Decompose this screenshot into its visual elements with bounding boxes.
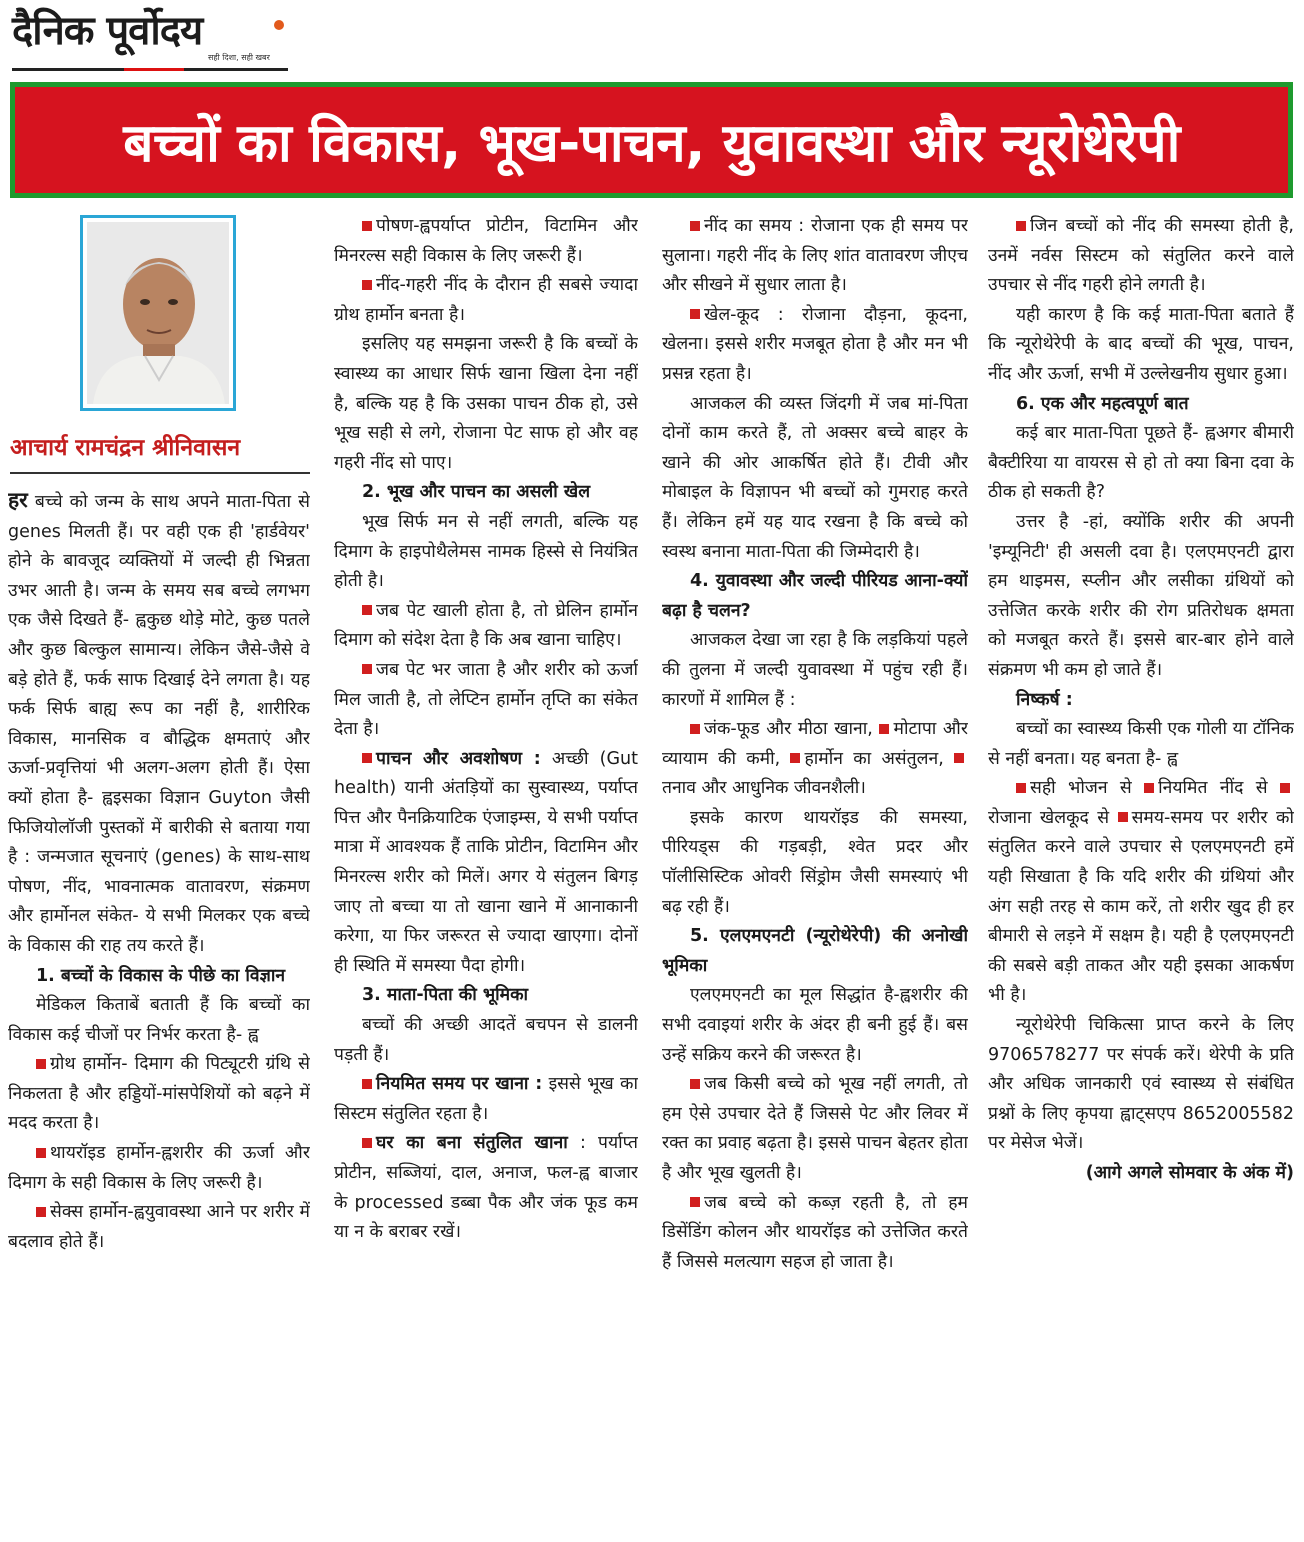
bullet-icon bbox=[362, 1138, 372, 1148]
bullet-icon bbox=[690, 1197, 700, 1207]
list-item-text: मोटापा और व्यायाम की कमी, bbox=[662, 719, 968, 769]
section-5-heading: 5. एलएमएनटी (न्यूरोथेरेपी) की अनोखी भूमिका bbox=[662, 926, 968, 976]
contact-paragraph: न्यूरोथेरेपी चिकित्सा प्राप्त करने के लिए 9706578277 पर संपर्क करें। थेरेपी के प्रति और अधिक जानकारी एवं स्वास्थ्य से संबंधित प्रश्नों के लिए कृपया ह्वाट्सएप 8652005582 पर मेसेज भेजें। bbox=[988, 1015, 1294, 1154]
list-item-text: जिन बच्चों को नींद की समस्या होती है, उनमें नर्वस सिस्टम को संतुलित करने वाले उपचार से नींद गहरी होने लगती है। bbox=[988, 216, 1294, 296]
list-item-text: जब बच्चे को कब्ज़ रहती है, तो हम डिसेंडिंग कोलन और थायरॉइड को उत्तेजित करते हैं जिससे मलत्याग सहज हो जाता है। bbox=[662, 1192, 968, 1272]
list-item bbox=[8, 1050, 310, 1139]
conclusion-paragraph: बच्चों का स्वास्थ्य किसी एक गोली या टॉनिक से नहीं बनता। यह बनता है- ह्व bbox=[988, 719, 1294, 769]
causes-list bbox=[662, 715, 968, 804]
article-column-3 bbox=[662, 212, 968, 1530]
intro-text: बच्चे को जन्म के साथ अपने माता-पिता से genes मिलती हैं। पर वही एक ही 'हार्डवेयर' होने के बावजूद व्यक्तियों में जल्दी ही भिन्नता उभर आती है। जन्म के समय सब बच्चे लगभग एक जैसे दिखते हैं- ह्वकुछ थोड़े मोटे, कुछ पतले और कुछ बिल्कुल सामान्य। लेकिन जैसे-जैसे वे बड़े होते हैं, फर्क साफ दिखाई देने लगता है। यह फर्क सिर्फ बाह्य रूप का नहीं है, शारीरिक विकास, मानसिक व बौद्धिक क्षमताएं और ऊर्जा-प्रवृत्तियां भी अलग-अलग होती हैं। ऐसा क्यों होता है- ह्वइसका विज्ञान Guyton जैसी फिजियोलॉजी पुस्तकों में बारीकी से बताया गया है : जन्मजात सूचनाएं (genes) के साथ-साथ पोषण, नींद, भावनात्मक वातावरण, संक्रमण और हार्मोनल संकेत- ये सभी मिलकर एक बच्चे के विकास की राह तय करते हैं। bbox=[8, 492, 310, 956]
item-text: इससे भूख का सिस्टम संतुलित रहता है। bbox=[334, 1074, 638, 1124]
masthead-logo: दैनिक पूर्वोदय bbox=[12, 8, 203, 54]
masthead-logo-dot bbox=[274, 20, 284, 30]
list-item-text: नींद-गहरी नींद के दौरान ही सबसे ज्यादा ग्रोथ हार्मोन बनता है। bbox=[334, 275, 638, 325]
list-item-text: जब पेट भर जाता है और शरीर को ऊर्जा मिल जाती है, तो लेप्टिन हार्मोन तृप्ति का संकेत देता है। bbox=[334, 659, 638, 740]
bullet-icon bbox=[1280, 783, 1290, 793]
bullet-icon bbox=[36, 1207, 46, 1217]
section-2-paragraph: भूख सिर्फ मन से नहीं लगती, बल्कि यह दिमाग के हाइपोथैलेमस नामक हिस्से से नियंत्रित होती है। bbox=[334, 511, 638, 592]
item-title: नियमित समय पर खाना : bbox=[376, 1074, 543, 1095]
list-item-text: नियमित नींद से bbox=[1158, 778, 1268, 799]
list-item-text: सही भोजन से bbox=[1030, 778, 1132, 799]
bullet-icon bbox=[36, 1148, 46, 1158]
bullet-icon bbox=[790, 753, 800, 763]
bullet-icon bbox=[362, 280, 372, 290]
intro-dropcap: हर bbox=[8, 488, 28, 512]
list-item bbox=[662, 301, 968, 390]
list-item bbox=[662, 1189, 968, 1278]
section-4-paragraph: आजकल देखा जा रहा है कि लड़कियां पहले की तुलना में जल्दी युवावस्था में पहुंच रही हैं। कारणों में शामिल हैं : bbox=[662, 630, 968, 710]
list-item bbox=[334, 656, 638, 745]
list-item bbox=[988, 212, 1294, 301]
section-6-paragraph-2: उत्तर है -हां, क्योंकि शरीर की अपनी 'इम्यूनिटी' ही असली दवा है। एलएमएनटी द्वारा हम थाइमस, स्प्लीन और लसीका ग्रंथियों को उत्तेजित करके शरीर की रोग प्रतिरोधक क्षमता को मजबूत करते हैं। इससे बार-बार होने वाले संक्रमण भी कम हो जाते हैं। bbox=[988, 511, 1294, 680]
masthead bbox=[12, 6, 288, 72]
bullet-icon bbox=[690, 221, 700, 231]
bullet-icon bbox=[36, 1059, 46, 1069]
bullet-icon bbox=[690, 309, 700, 319]
list-item bbox=[334, 1070, 638, 1129]
section-3-closing: आजकल की व्यस्त जिंदगी में जब मां-पिता दोनों काम करते हैं, तो अक्सर बच्चे बाहर के खाने की ओर आकर्षित होते हैं। टीवी और मोबाइल के विज्ञापन भी बच्चों को गुमराह करते हैं। लेकिन हमें यह याद रखना है कि बच्चे को स्वस्थ बनाना माता-पिता की जिम्मेदारी है। bbox=[662, 393, 968, 562]
item-title: घर का बना संतुलित खाना bbox=[376, 1133, 568, 1154]
list-item-text: हार्मोन का असंतुलन, bbox=[804, 748, 944, 769]
section-6-heading: 6. एक और महत्वपूर्ण बात bbox=[1016, 393, 1189, 414]
section-5-closing: यही कारण है कि कई माता-पिता बताते हैं कि न्यूरोथेरेपी के बाद बच्चों की भूख, पाचन, नींद और ऊर्जा, सभी में उल्लेखनीय सुधार हुआ। bbox=[988, 304, 1294, 384]
list-item-text: पोषण-ह्वपर्याप्त प्रोटीन, विटामिन और मिनरल्स सही विकास के लिए जरूरी हैं। bbox=[334, 216, 638, 266]
list-item-text: ग्रोथ हार्मोन- दिमाग की पिट्यूटरी ग्रंथि से निकलता है और हड्डियों-मांसपेशियों को बढ़ने में मदद करता है। bbox=[8, 1054, 310, 1134]
bullet-icon bbox=[362, 221, 372, 231]
masthead-accent-rule bbox=[124, 68, 184, 71]
bullet-icon bbox=[362, 605, 372, 615]
article-column-2 bbox=[334, 212, 638, 1530]
list-item bbox=[8, 1198, 310, 1257]
list-item-text: जंक-फूड और मीठा खाना, bbox=[704, 719, 873, 740]
bullet-icon bbox=[362, 753, 372, 763]
section-6-paragraph-1: कई बार माता-पिता पूछते हैं- ह्वअगर बीमारी बैक्टीरिया या वायरस से हो तो क्या बिना दवा के ठीक हो सकती है? bbox=[988, 423, 1294, 503]
list-item bbox=[662, 1070, 968, 1188]
author-portrait-image bbox=[87, 222, 229, 404]
list-item bbox=[334, 212, 638, 271]
item-text: : पर्याप्त प्रोटीन, सब्जियां, दाल, अनाज, फल-ह्व बाजार के processed डब्बा पैक और जंक फूड कम या न के बराबर रखें। bbox=[334, 1133, 638, 1243]
continued-note: (आगे अगले सोमवार के अंक में) bbox=[1085, 1163, 1294, 1183]
section-3-heading: 3. माता-पिता की भूमिका bbox=[362, 985, 529, 1006]
conclusion-list bbox=[988, 774, 1294, 1011]
author-photo bbox=[87, 222, 229, 404]
digestion-text: अच्छी (Gut health) यानी अंतड़ियों का सुस्वास्थ्य, पर्याप्त पित्त और पैनक्रियाटिक एंजाइम्स, ये सभी पर्याप्त मात्रा में आवश्यक हैं ताकि प्रोटीन, विटामिन और मिनरल्स शरीर को मिलें। अगर ये संतुलन बिगड़ जाए तो बच्चा या तो खाना खाने में आनाकानी करेगा, या फिर जरूरत से ज्यादा खाएगा। दोनों ही स्थिति में समस्या पैदा होगी। bbox=[334, 748, 638, 976]
list-item-text: तनाव और आधुनिक जीवनशैली। bbox=[662, 778, 866, 799]
list-item-text: सेक्स हार्मोन-ह्वयुवावस्था आने पर शरीर में बदलाव होते हैं। bbox=[8, 1202, 310, 1252]
list-item-text: नींद का समय : रोजाना एक ही समय पर सुलाना। गहरी नींद के लिए शांत वातावरण जीएच और सीखने में सुधार लाता है। bbox=[662, 216, 968, 296]
list-item bbox=[662, 212, 968, 301]
byline-rule bbox=[10, 472, 310, 474]
bullet-icon bbox=[1144, 783, 1154, 793]
section-4-closing: इसके कारण थायरॉइड की समस्या, पीरियड्स की गड़बड़ी, श्वेत प्रदर और पॉलीसिस्टिक ओवरी सिंड्रोम जैसी समस्याएं भी बढ़ रही हैं। bbox=[662, 807, 968, 917]
intro-paragraph bbox=[8, 486, 310, 962]
author-photo-frame bbox=[80, 215, 236, 411]
headline-banner bbox=[10, 82, 1293, 198]
article-headline: बच्चों का विकास, भूख-पाचन, युवावस्था और न्यूरोथेरेपी bbox=[123, 112, 1180, 174]
list-item bbox=[334, 745, 638, 982]
article-column-4 bbox=[988, 212, 1294, 1530]
section-4-heading: 4. युवावस्था और जल्दी पीरियड आना-क्यों बढ़ा है चलन? bbox=[662, 571, 968, 621]
bullet-icon bbox=[1118, 812, 1128, 822]
list-item-text: जब किसी बच्चे को भूख नहीं लगती, तो हम ऐसे उपचार देते हैं जिससे पेट और लिवर में रक्त का प्रवाह बढ़ता है। इससे पाचन बेहतर होता है और भूख खुलती है। bbox=[662, 1074, 968, 1183]
list-item bbox=[334, 1129, 638, 1247]
bullet-icon bbox=[954, 753, 964, 763]
bullet-icon bbox=[1016, 783, 1026, 793]
bullet-icon bbox=[690, 1079, 700, 1089]
bullet-icon bbox=[362, 1079, 372, 1089]
section-2-heading: 2. भूख और पाचन का असली खेल bbox=[362, 482, 591, 503]
list-item-text: समय-समय पर शरीर को संतुलित करने वाले उपचार से एलएमएनटी हमें यही सिखाता है कि यदि शरीर की ग्रंथियां और अंग सही तरह से काम करें, तो शरीर खुद ही हर बीमारी से लड़ने में सक्षम है। यही है एलएमएनटी की सबसे बड़ी ताकत और यही इसका आकर्षण भी है। bbox=[988, 807, 1294, 1006]
bullet-icon bbox=[362, 664, 372, 674]
list-item bbox=[334, 597, 638, 656]
conclusion-heading: निष्कर्ष : bbox=[1016, 689, 1073, 710]
list-item bbox=[8, 1139, 310, 1198]
section-1-heading: 1. बच्चों के विकास के पीछे का विज्ञान bbox=[36, 965, 286, 986]
list-item-text: रोजाना खेलकूद से bbox=[988, 807, 1110, 828]
bullet-icon bbox=[690, 724, 700, 734]
masthead-tagline: सही दिशा, सही खबर bbox=[208, 53, 270, 62]
bullet-icon bbox=[1016, 221, 1026, 231]
section-1-closing: इसलिए यह समझना जरूरी है कि बच्चों के स्वास्थ्य का आधार सिर्फ खाना खिला देना नहीं है, बल्कि यह है कि उसका पाचन ठीक हो, उसे भूख सही से लगे, रोजाना पेट साफ हो और वह गहरी नींद सो पाए। bbox=[334, 334, 638, 473]
list-item-text: जब पेट खाली होता है, तो घ्रेलिन हार्मोन दिमाग को संदेश देता है कि अब खाना चाहिए। bbox=[334, 600, 638, 651]
list-item bbox=[334, 271, 638, 330]
list-item-text: थायरॉइड हार्मोन-ह्वशरीर की ऊर्जा और दिमाग के सही विकास के लिए जरूरी है। bbox=[8, 1143, 310, 1193]
bullet-icon bbox=[879, 724, 889, 734]
digestion-title: पाचन और अवशोषण : bbox=[376, 748, 541, 769]
list-item-text: खेल-कूद : रोजाना दौड़ना, कूदना, खेलना। इससे शरीर मजबूत होता है और मन भी प्रसन्न रहता है। bbox=[662, 304, 968, 384]
author-byline: आचार्य रामचंद्रन श्रीनिवासन bbox=[10, 435, 241, 461]
section-5-paragraph: एलएमएनटी का मूल सिद्धांत है-ह्वशरीर की सभी दवाइयां शरीर के अंदर ही बनी हुई हैं। बस उन्हें सक्रिय करने की जरूरत है। bbox=[662, 985, 968, 1065]
article-column-1 bbox=[8, 486, 310, 1530]
section-1-paragraph: मेडिकल किताबें बताती हैं कि बच्चों का विकास कई चीजों पर निर्भर करता है- ह्व bbox=[8, 995, 310, 1045]
section-3-paragraph: बच्चों की अच्छी आदतें बचपन से डालनी पड़ती हैं। bbox=[334, 1015, 638, 1065]
